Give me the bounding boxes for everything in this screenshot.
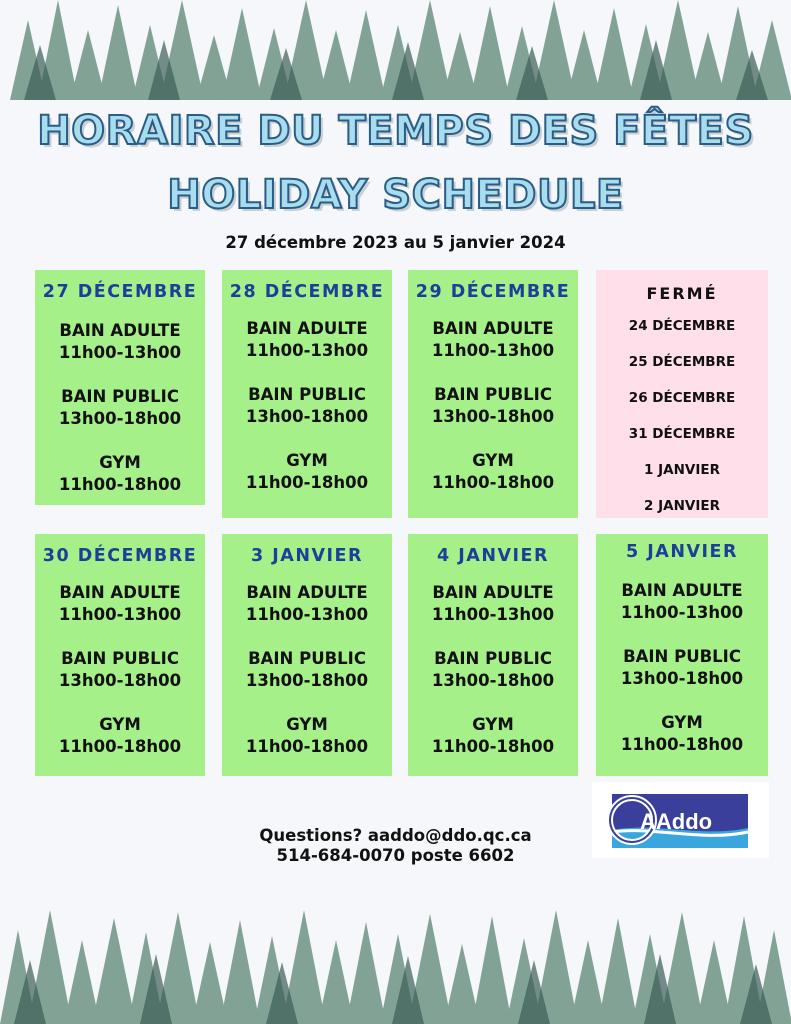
- activity-adult-swim: [408, 582, 578, 626]
- activity-name: BAIN PUBLIC: [248, 385, 366, 404]
- day-card-29-december: [408, 270, 578, 518]
- activity-gym: [408, 450, 578, 494]
- day-card-date: 4 JANVIER: [437, 546, 549, 566]
- activity-public-swim: [35, 648, 205, 692]
- activity-name: BAIN PUBLIC: [61, 387, 179, 406]
- activity-time: 11h00-18h00: [58, 737, 182, 756]
- activity-time: 13h00-18h00: [431, 671, 555, 690]
- closed-date: 24 DÉCEMBRE: [628, 318, 736, 334]
- activity-time: 13h00-18h00: [620, 669, 744, 688]
- activity-time: 13h00-18h00: [245, 671, 369, 690]
- date-range-subtitle: 27 décembre 2023 au 5 janvier 2024: [225, 233, 566, 252]
- activity-gym: [35, 714, 205, 758]
- activity-adult-swim: [222, 582, 392, 626]
- activity-name: GYM: [661, 713, 703, 732]
- pine-trees-icon: [0, 910, 791, 1024]
- day-card-5-january: [596, 534, 768, 776]
- activity-name: BAIN ADULTE: [246, 583, 368, 602]
- activity-adult-swim: [222, 318, 392, 362]
- day-card-date: 30 DÉCEMBRE: [42, 546, 198, 566]
- closed-date: 1 JANVIER: [644, 462, 720, 478]
- activity-time: 11h00-13h00: [245, 341, 369, 360]
- activity-name: BAIN ADULTE: [59, 583, 181, 602]
- activity-time: 13h00-18h00: [58, 671, 182, 690]
- contact-phone: 514-684-0070 poste 6602: [276, 846, 515, 865]
- activity-time: 11h00-13h00: [58, 343, 182, 362]
- day-card-date: 3 JANVIER: [251, 546, 363, 566]
- pine-trees-icon: [0, 0, 791, 100]
- activity-name: GYM: [99, 453, 141, 472]
- activity-adult-swim: [35, 582, 205, 626]
- activity-name: GYM: [99, 715, 141, 734]
- activity-time: 11h00-13h00: [431, 341, 555, 360]
- contact-info: [0, 826, 791, 866]
- logo-text: AAddo: [640, 809, 713, 834]
- closed-date: 25 DÉCEMBRE: [628, 354, 736, 370]
- activity-adult-swim: [35, 320, 205, 364]
- activity-time: 13h00-18h00: [58, 409, 182, 428]
- activity-time: 11h00-18h00: [620, 735, 744, 754]
- activity-time: 11h00-18h00: [58, 475, 182, 494]
- activity-name: GYM: [472, 715, 514, 734]
- activity-name: GYM: [286, 451, 328, 470]
- activity-name: BAIN PUBLIC: [623, 647, 741, 666]
- activity-public-swim: [222, 648, 392, 692]
- activity-name: BAIN ADULTE: [432, 319, 554, 338]
- activity-gym: [408, 714, 578, 758]
- activity-time: 11h00-18h00: [431, 737, 555, 756]
- day-card-date: 27 DÉCEMBRE: [42, 282, 198, 302]
- activity-time: 11h00-13h00: [245, 605, 369, 624]
- activity-time: 11h00-13h00: [620, 603, 744, 622]
- activity-gym: [222, 450, 392, 494]
- activity-public-swim: [408, 648, 578, 692]
- activity-public-swim: [35, 386, 205, 430]
- closed-date: 26 DÉCEMBRE: [628, 390, 736, 406]
- day-card-30-december: [35, 534, 205, 776]
- activity-adult-swim: [596, 580, 768, 624]
- activity-public-swim: [408, 384, 578, 428]
- activity-gym: [222, 714, 392, 758]
- activity-time: 11h00-18h00: [431, 473, 555, 492]
- activity-public-swim: [222, 384, 392, 428]
- activity-name: BAIN PUBLIC: [434, 385, 552, 404]
- activity-public-swim: [596, 646, 768, 690]
- day-card-4-january: [408, 534, 578, 776]
- day-card-28-december: [222, 270, 392, 518]
- activity-time: 13h00-18h00: [431, 407, 555, 426]
- activity-time: 11h00-18h00: [245, 473, 369, 492]
- title-english: HOLIDAY SCHEDULE: [167, 172, 624, 218]
- activity-adult-swim: [408, 318, 578, 362]
- day-card-date: 29 DÉCEMBRE: [415, 282, 571, 302]
- activity-name: BAIN PUBLIC: [434, 649, 552, 668]
- activity-name: BAIN ADULTE: [246, 319, 368, 338]
- activity-name: BAIN ADULTE: [59, 321, 181, 340]
- top-tree-border: [0, 0, 791, 100]
- activity-name: BAIN ADULTE: [432, 583, 554, 602]
- title-french: HORAIRE DU TEMPS DES FÊTES: [37, 108, 754, 154]
- bottom-tree-border: [0, 910, 791, 1024]
- closed-dates-card: [596, 270, 768, 518]
- activity-name: BAIN PUBLIC: [61, 649, 179, 668]
- day-card-3-january: [222, 534, 392, 776]
- activity-time: 11h00-18h00: [245, 737, 369, 756]
- day-card-date: 5 JANVIER: [626, 542, 738, 562]
- activity-name: BAIN ADULTE: [621, 581, 743, 600]
- day-card-date: 28 DÉCEMBRE: [229, 282, 385, 302]
- activity-name: BAIN PUBLIC: [248, 649, 366, 668]
- activity-time: 11h00-13h00: [431, 605, 555, 624]
- activity-name: GYM: [472, 451, 514, 470]
- contact-email: Questions? aaddo@ddo.qc.ca: [259, 826, 532, 845]
- closed-date: 31 DÉCEMBRE: [628, 426, 736, 442]
- activity-time: 11h00-13h00: [58, 605, 182, 624]
- activity-gym: [596, 712, 768, 756]
- activity-time: 13h00-18h00: [245, 407, 369, 426]
- closed-label: FERMÉ: [646, 284, 718, 303]
- activity-name: GYM: [286, 715, 328, 734]
- closed-date: 2 JANVIER: [644, 498, 720, 514]
- activity-gym: [35, 452, 205, 496]
- day-card-27-december: [35, 270, 205, 505]
